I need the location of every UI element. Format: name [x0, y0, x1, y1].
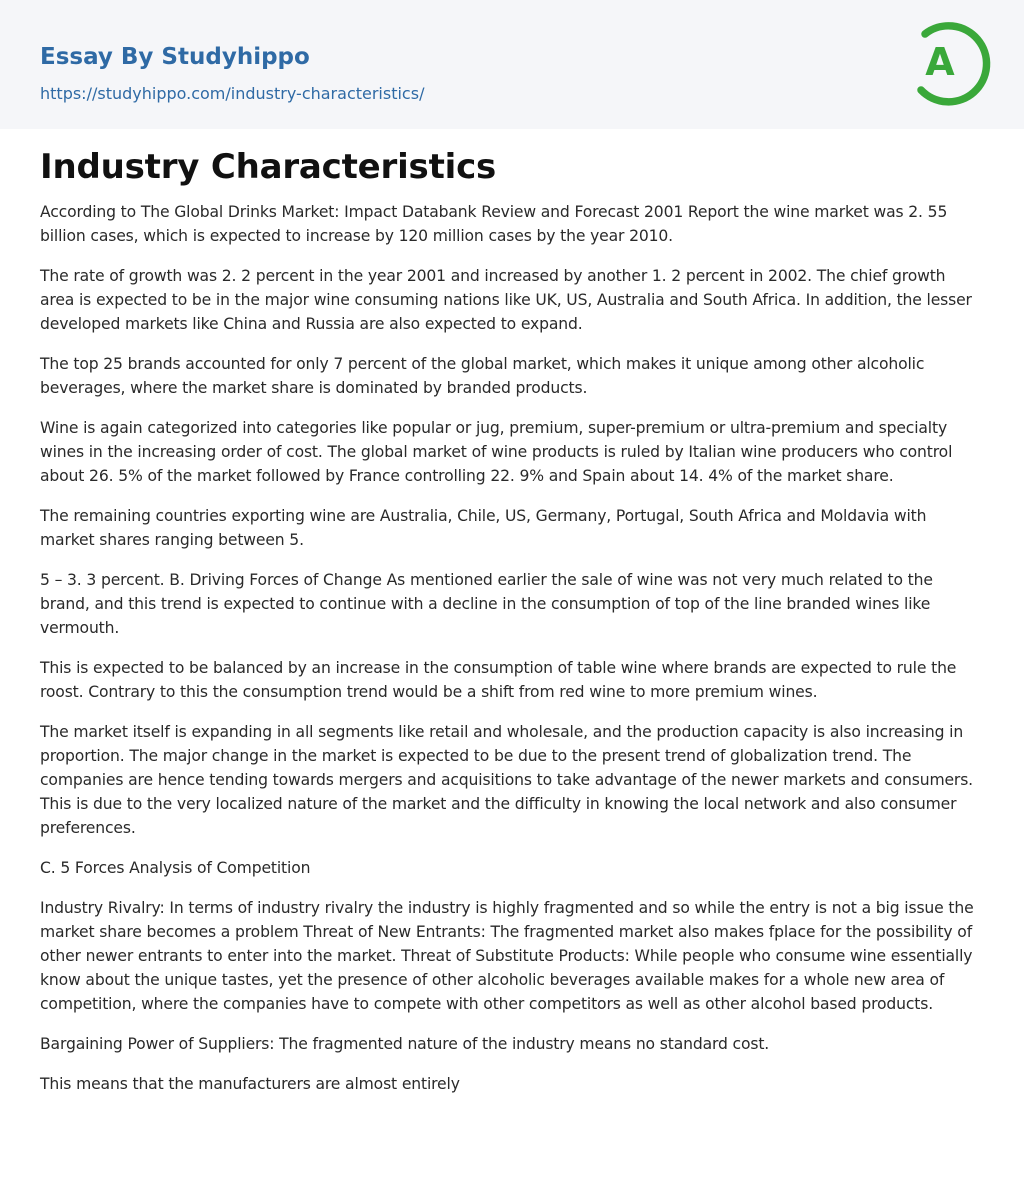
essay-body: [40, 200, 984, 1112]
logo-letter: A: [925, 40, 955, 84]
paragraph: This is expected to be balanced by an increase in the consumption of table wine where brands are expected to rule the roost. Contrary to this the consumption trend would be a shift from red wine to more premium wines.: [40, 659, 957, 701]
paragraph: 5 – 3. 3 percent. B. Driving Forces of Change As mentioned earlier the sale of wine was not very much related to the brand, and this trend is expected to continue with a decline in the consumption of top of the line branded wines like vermouth.: [40, 571, 933, 637]
source-url-link[interactable]: https://studyhippo.com/industry-characteristics/: [40, 84, 425, 103]
paragraph: The top 25 brands accounted for only 7 percent of the global market, which makes it unique among other alcoholic beverages, where the market share is dominated by branded products.: [40, 355, 925, 397]
section-heading: C. 5 Forces Analysis of Competition: [40, 859, 311, 877]
paragraph: This means that the manufacturers are almost entirely: [40, 1075, 460, 1093]
paragraph: The market itself is expanding in all segments like retail and wholesale, and the production capacity is also increasing in proportion. The major change in the market is expected to be due to the present trend of globalization trend. The companies are hence tending towards mergers and acquisitions to take advantage of the newer markets and consumers. This is due to the very localized nature of the market and the difficulty in knowing the local network and also consumer preferences.: [40, 723, 973, 837]
studyhippo-logo-icon[interactable]: [907, 14, 995, 110]
paragraph: Bargaining Power of Suppliers: The fragmented nature of the industry means no standard cost.: [40, 1035, 770, 1053]
site-header: [0, 0, 1024, 129]
paragraph: According to The Global Drinks Market: Impact Databank Review and Forecast 2001 Report the wine market was 2. 55 billion cases, which is expected to increase by 120 million cases by the year 2010.: [40, 203, 948, 245]
page-title: Industry Characteristics: [40, 147, 497, 187]
paragraph: The rate of growth was 2. 2 percent in the year 2001 and increased by another 1. 2 percent in 2002. The chief growth area is expected to be in the major wine consuming nations like UK, US, Australia and South Africa. In addition, the lesser developed markets like China and Russia are also expected to expand.: [40, 267, 972, 333]
paragraph: Industry Rivalry: In terms of industry rivalry the industry is highly fragmented and so while the entry is not a big issue the market share becomes a problem Threat of New Entrants: The fragmented market also makes fplace for the possibility of other newer entrants to enter into the market. Threat of Substitute Products: While people who consume wine essentially know about the unique tastes, yet the presence of other alcoholic beverages available makes for a whole new area of competition, where the companies have to compete with other competitors as well as other alcohol based products.: [40, 899, 974, 1013]
paragraph: The remaining countries exporting wine are Australia, Chile, US, Germany, Portugal, South Africa and Moldavia with market shares ranging between 5.: [40, 507, 927, 549]
brand-title: Essay By Studyhippo: [40, 44, 310, 70]
paragraph: Wine is again categorized into categories like popular or jug, premium, super-premium or ultra-premium and specialty wines in the increasing order of cost. The global market of wine products is ruled by Italian wine producers who control about 26. 5% of the market followed by France controlling 22. 9% and Spain about 14. 4% of the market share.: [40, 419, 953, 485]
